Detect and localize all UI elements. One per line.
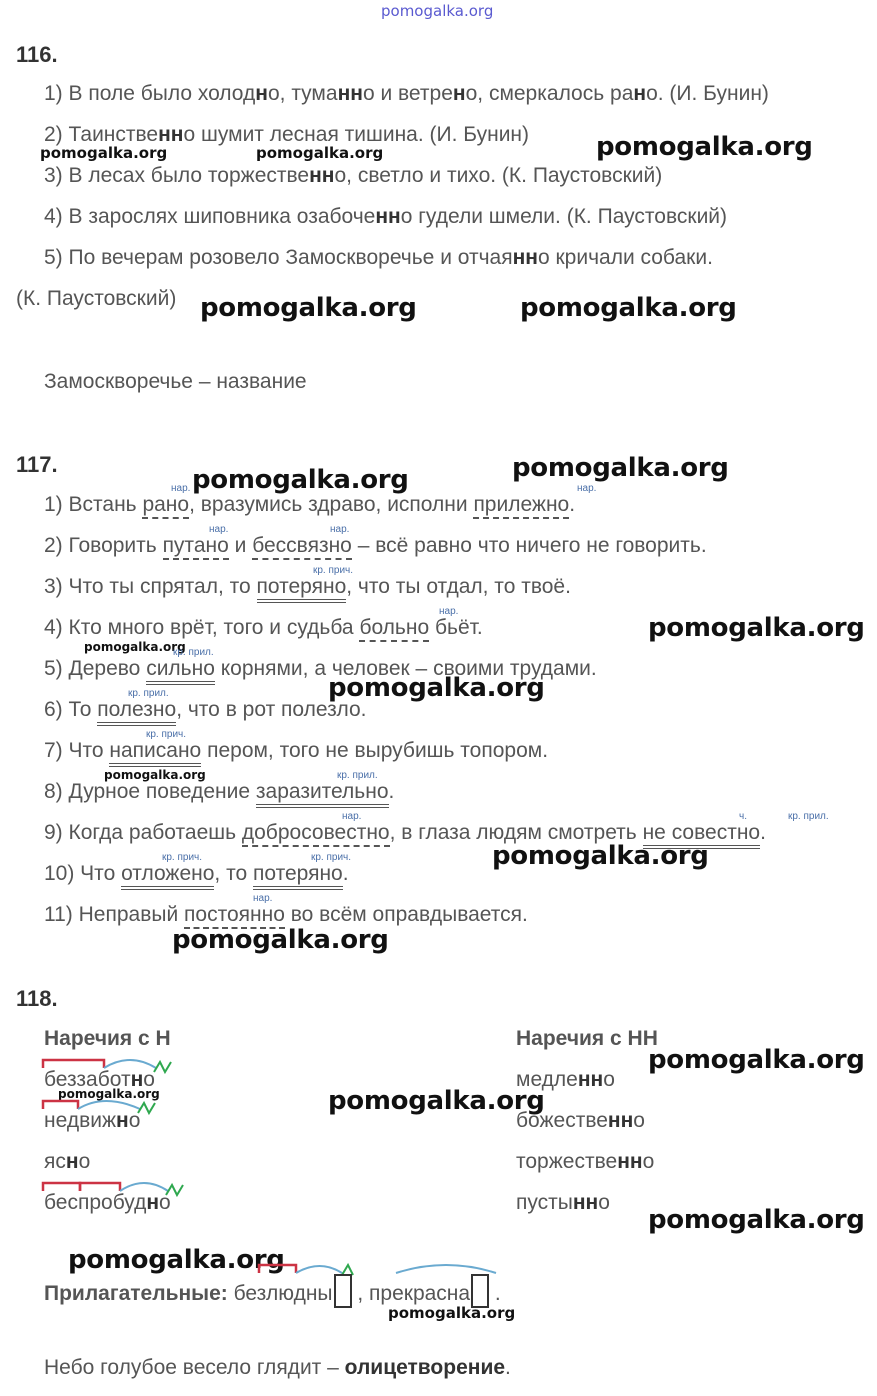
watermark: pomogalka.org: [648, 1205, 865, 1235]
exercise-number-117: 117.: [16, 452, 58, 477]
pos-tag: нар.: [253, 893, 273, 904]
watermark: pomogalka.org: [104, 768, 206, 782]
watermark: pomogalka.org: [84, 640, 186, 654]
watermark: pomogalka.org: [648, 1045, 865, 1075]
ex116-line-2: 2) Таинственно шумит лесная тишина. (И. Бунин): [44, 123, 530, 146]
pos-tag: кр. прич.: [311, 852, 352, 863]
ex116-line-5: 5) По вечерам розовело Замоскворечье и отчаянно кричали собаки.: [44, 246, 713, 269]
pos-tag: нар.: [209, 524, 229, 535]
ending-box: [334, 1274, 352, 1308]
pos-tag: нар.: [330, 524, 350, 535]
ex117-sentence-8: 8) Дурное поведение заразительно.: [44, 780, 394, 804]
pos-tag: нар.: [171, 483, 191, 494]
pos-tag: кр. прич.: [162, 852, 203, 863]
pos-tag: нар.: [342, 811, 362, 822]
pos-tag: кр. прич.: [146, 729, 187, 740]
pos-tag: нар.: [577, 483, 597, 494]
column-title-nn: Наречия с НН: [516, 1027, 658, 1050]
watermark: pomogalka.org: [492, 841, 709, 871]
ex117-sentence-10: 10) Что отложено, то потеряно.: [44, 862, 349, 886]
watermark: pomogalka.org: [172, 925, 389, 955]
pos-tag: кр. прил.: [173, 647, 214, 658]
ex117-sentence-5: 5) Дерево сильно корнями, а человек – своими трудами.: [44, 657, 597, 681]
column-title-n: Наречия с Н: [44, 1027, 171, 1050]
pos-tag: кр. прил.: [337, 770, 378, 781]
ex117-sentence-6: 6) То полезно, что в рот полезло.: [44, 698, 367, 722]
adverb-n-4: беспробудно: [44, 1191, 171, 1214]
watermark: pomogalka.org: [192, 465, 409, 495]
adjectives-label: Прилагательные:: [44, 1282, 228, 1305]
watermark: pomogalka.org: [596, 132, 813, 162]
pos-tag: кр. прич.: [313, 565, 354, 576]
ex117-sentence-9: 9) Когда работаешь добросовестно, в глаза людям смотреть не совестно.: [44, 821, 766, 845]
adverb-n-2: недвижно: [44, 1109, 141, 1132]
ending-box: [471, 1274, 489, 1308]
watermark: pomogalka.org: [648, 613, 865, 643]
ex116-note: Замоскворечье – название: [44, 370, 307, 393]
pos-tag: ч.: [739, 811, 747, 822]
watermark: pomogalka.org: [200, 293, 417, 323]
watermark: pomogalka.org: [328, 673, 545, 703]
pos-tag: нар.: [439, 606, 459, 617]
pos-tag: кр. прил.: [128, 688, 169, 699]
adverb-n-3: ясно: [44, 1150, 91, 1173]
watermark: pomogalka.org: [40, 144, 168, 162]
adverb-nn-4: пустынно: [516, 1191, 610, 1214]
watermark: pomogalka.org: [256, 144, 384, 162]
watermark: pomogalka.org: [58, 1087, 160, 1101]
watermark-top: pomogalka.org: [381, 2, 494, 20]
adverb-nn-3: торжественно: [516, 1150, 655, 1173]
adverb-nn-2: божественно: [516, 1109, 645, 1132]
ex116-line-6: (К. Паустовский): [16, 287, 177, 310]
last-sentence: Небо голубое весело глядит – олицетворение.: [44, 1356, 511, 1379]
watermark: pomogalka.org: [512, 453, 729, 483]
adverb-nn-1: медленно: [516, 1068, 615, 1091]
ex116-line-1: 1) В поле было холодно, туманно и ветрено, смеркалось рано. (И. Бунин): [44, 82, 769, 105]
adjectives-line: Прилагательные: безлюдны , прекрасна .: [44, 1274, 501, 1308]
ex117-sentence-2: 2) Говорить путано и бессвязно – всё равно что ничего не говорить.: [44, 534, 707, 558]
watermark: pomogalka.org: [388, 1304, 516, 1322]
adjective-1: безлюдны: [233, 1282, 333, 1305]
watermark: pomogalka.org: [328, 1086, 545, 1116]
ex117-sentence-7: 7) Что написано пером, того не вырубишь топором.: [44, 739, 548, 763]
ex117-sentence-4: 4) Кто много врёт, того и судьба больно бьёт.: [44, 616, 483, 640]
adverb-n-1: беззаботно: [44, 1068, 155, 1091]
pos-tag: кр. прил.: [788, 811, 829, 822]
watermark: pomogalka.org: [68, 1245, 285, 1275]
ex117-sentence-1: 1) Встань рано, вразумись здраво, исполни прилежно.: [44, 493, 575, 517]
ex117-sentence-11: 11) Неправый постоянно во всём оправдывается.: [44, 903, 528, 927]
adjective-2: прекрасна: [369, 1282, 471, 1305]
ex117-sentence-3: 3) Что ты спрятал, то потеряно, что ты отдал, то твоё.: [44, 575, 571, 599]
ex116-line-3: 3) В лесах было торжественно, светло и тихо. (К. Паустовский): [44, 164, 663, 187]
ex116-line-4: 4) В зарослях шиповника озабоченно гудели шмели. (К. Паустовский): [44, 205, 728, 228]
watermark: pomogalka.org: [520, 293, 737, 323]
exercise-number-116: 116.: [16, 42, 58, 67]
exercise-number-118: 118.: [16, 986, 58, 1011]
